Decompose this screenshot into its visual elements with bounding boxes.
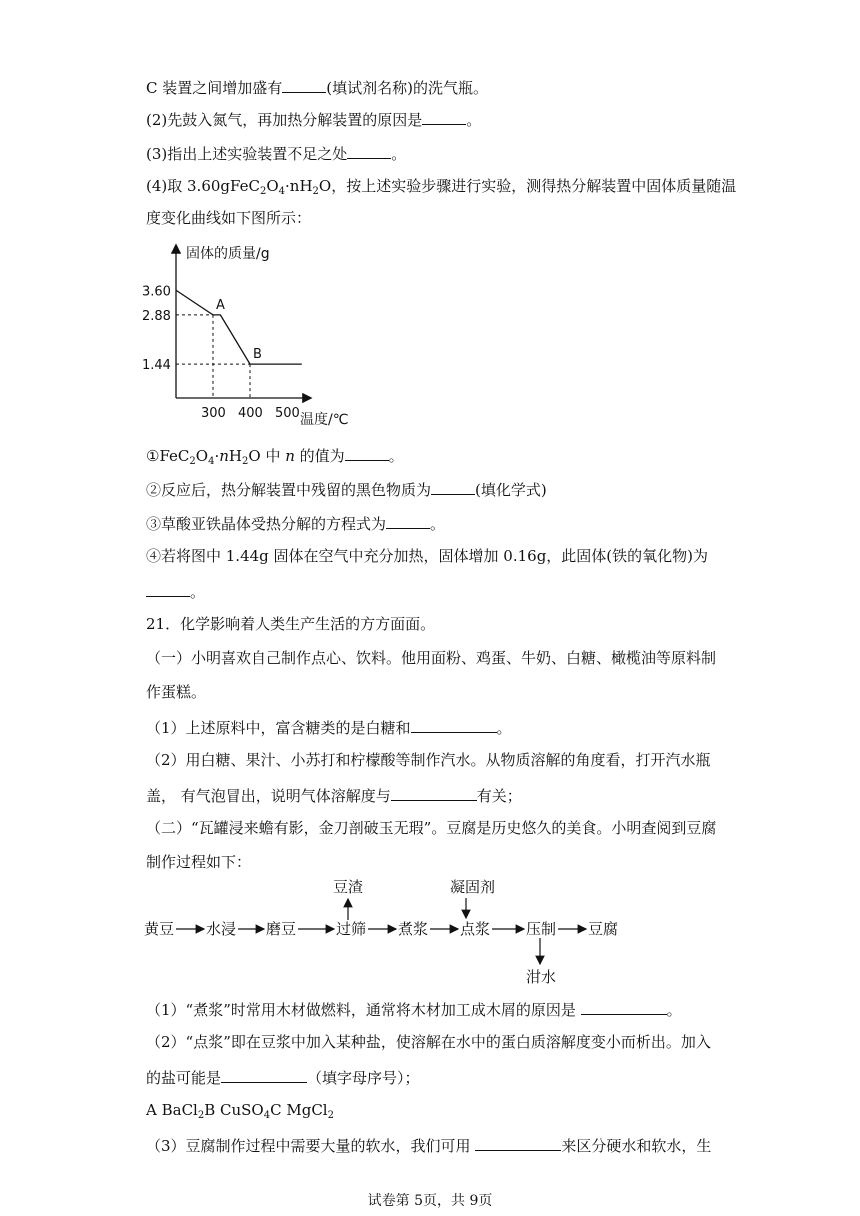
subq-3: ③草酸亚铁晶体受热分解的方程式为 。 (146, 512, 445, 534)
part-2-q2-b: 的盐可能是 （填字母序号）； (146, 1066, 420, 1088)
part-1-q1: （1）上述原料中，富含糖类的是白糖和 。 (146, 716, 512, 738)
text-line-1: C 装置之间增加盛有 (填试剂名称)的洗气瓶。 (146, 76, 488, 98)
part-1-q2-b: 盖， 有气泡冒出，说明气体溶解度与 有关； (146, 784, 522, 806)
mass-temperature-chart (140, 236, 349, 431)
tofu-process-diagram (140, 872, 640, 988)
answer-blank[interactable] (221, 1066, 307, 1083)
answer-blank[interactable] (475, 1134, 561, 1151)
x-tick-label: 500 (275, 406, 300, 421)
flow-byproduct: 豆渣 (333, 878, 364, 896)
part-2-q2-a: （2）“点浆”即在豆浆中加入某种盐，使溶解在水中的蛋白质溶解度变小而析出。加入 (146, 1033, 711, 1051)
flow-step: 点浆 (460, 920, 491, 938)
question-4: (4)取 $3.60gFeC_2O_4\cdot nH_2O$，按上述实验步骤进行实验，测得热分解装置中固体质量随温 (146, 177, 737, 197)
part-2-q1: （1）“煮浆”时常用木材做燃料，通常将木材加工成木屑的原因是 。 (146, 998, 682, 1020)
page-footer: 试卷第 5页，共 9页 (367, 1193, 493, 1209)
answer-blank[interactable] (431, 478, 475, 495)
mass-curve (176, 290, 302, 364)
flow-output: 泔水 (526, 968, 557, 986)
answer-blank[interactable] (411, 716, 497, 733)
subq-1: $①FeC_2O_4\cdot nH_2O$ 中 n 的值为 。 (146, 444, 404, 472)
flow-step: 黄豆 (144, 920, 175, 938)
flow-step: 磨豆 (266, 920, 297, 938)
flow-step: 煮浆 (398, 920, 429, 938)
text-line-5: 度变化曲线如下图所示： (146, 209, 312, 227)
y-tick-label: 2.88 (142, 308, 171, 324)
options-line: A BaCl$_2$B CuSO$_4$C MgCl$_2$ (146, 1101, 334, 1121)
part-1-line-b: 作蛋糕。 (146, 683, 207, 701)
y-tick-label: 1.44 (142, 358, 171, 374)
answer-blank[interactable] (347, 142, 391, 159)
subq-2: ②反应后，热分解装置中残留的黑色物质为 (填化学式) (146, 478, 547, 500)
part-2-line-a: （二）“瓦罐浸来蟾有影，金刀剖破玉无瑕”。豆腐是历史悠久的美食。小明查阅到豆腐 (146, 819, 717, 837)
question-21: 21．化学影响着人类生产生活的方方面面。 (146, 615, 436, 633)
answer-blank[interactable] (581, 998, 667, 1015)
subq-4: ④若将图中 1.44g 固体在空气中充分加热，固体增加 0.16g，此固体(铁的氧化物)为 (146, 547, 709, 565)
part-2-line-b: 制作过程如下： (146, 853, 252, 871)
x-tick-label: 300 (201, 406, 226, 421)
flow-step: 豆腐 (588, 920, 619, 938)
flow-step: 过筛 (336, 920, 367, 938)
part-2-q3: （3）豆腐制作过程中需要大量的软水，我们可用 来区分硬水和软水，生 (146, 1134, 711, 1156)
answer-blank[interactable] (282, 76, 326, 93)
y-tick-label: 3.60 (142, 284, 171, 300)
answer-blank[interactable] (345, 444, 389, 461)
point-label-B: B (253, 347, 262, 363)
answer-blank[interactable] (386, 512, 430, 529)
part-1-line-a: （一）小明喜欢自己制作点心、饮料。他用面粉、鸡蛋、牛奶、白糖、橄榄油等原料制 (146, 649, 717, 667)
part-1-q2-a: （2）用白糖、果汁、小苏打和柠檬酸等制作汽水。从物质溶解的角度看，打开汽水瓶 (146, 751, 711, 769)
x-tick-label: 400 (238, 406, 263, 421)
subq-4-cont: 。 (146, 580, 205, 602)
question-2: (2)先鼓入氮气，再加热分解装置的原因是 。 (146, 108, 481, 130)
point-label-A: A (216, 297, 225, 313)
answer-blank[interactable] (146, 580, 190, 597)
x-axis-label: 温度/℃ (300, 412, 349, 428)
flow-input: 凝固剂 (450, 878, 496, 896)
answer-blank[interactable] (391, 784, 477, 801)
flow-step: 水浸 (206, 920, 237, 938)
question-3: (3)指出上述实验装置不足之处 。 (146, 142, 406, 164)
answer-blank[interactable] (422, 108, 466, 125)
y-axis-label: 固体的质量/g (186, 246, 270, 262)
flow-step: 压制 (526, 920, 557, 938)
